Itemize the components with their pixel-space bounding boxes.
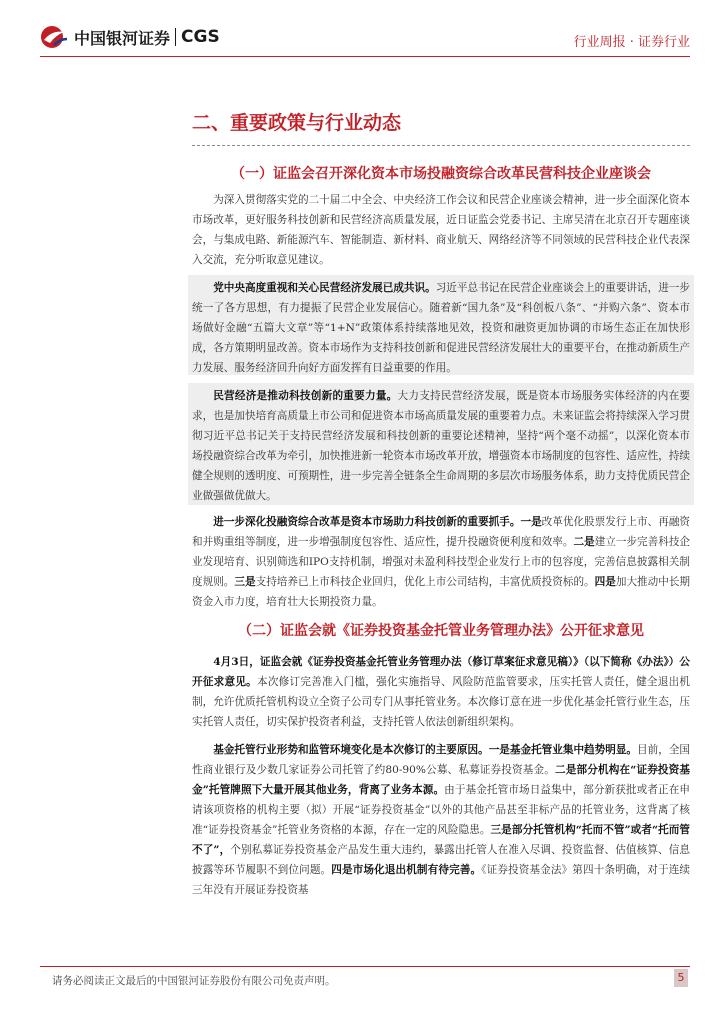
sub1-p4-point-2: 建立一步完善科技企业发现培育、识别筛选和IPO支持机制，增强对未盈利科技型企业发行上市的包容度，完善信息披露相关制度规则。 [192, 536, 691, 588]
sub1-paragraph-3 [192, 386, 690, 506]
sub2-p2-point-4-label: 四是市场化退出机制有待完善。 [331, 864, 482, 876]
sub2-p2-point-1: 目前，全国性商业银行及少数几家证券公司托管了约80-90%公募、私募证券投资基金。 [192, 744, 691, 776]
logo-english-text: CGS [181, 27, 220, 47]
subsection-title-2: （二）证监会就《证券投资基金托管业务管理办法》公开征求意见 [238, 623, 644, 639]
section-title: 二、重要政策与行业动态 [192, 112, 402, 134]
sub1-paragraph-2 [192, 278, 690, 378]
sub1-p4-point-4: 加大推动中长期资金入市力度，培育壮大长期投资力量。 [192, 576, 691, 608]
footer-disclaimer: 请务必阅读正文最后的中国银河证券股份有限公司免责声明。 [52, 975, 336, 987]
sub2-paragraph-1 [192, 652, 690, 732]
sub2-p2-point-2-label: 二是部分机构在“证券投资基金”托管牌照下大量开展其他业务，背离了业务本源。 [192, 764, 691, 796]
sub1-paragraph-1: 为深入贯彻落实党的二十届二中全会、中央经济工作会议和民营企业座谈会精神，进一步全面深化资本市场改革，更好服务科技创新和民营经济高质量发展，近日证监会党委书记、主席吴清在北京召开专题座谈会，与集成电路、新能源汽车、智能制造、新材料、商业航天、网络经济等不同领域的民营科技企业代表深入交流，充分听取意见建议。 [192, 194, 690, 266]
report-type: 行业周报 · 证券行业 [573, 35, 690, 50]
sub1-paragraph-4 [192, 512, 690, 612]
logo-chinese-text: 中国银河证券 [74, 28, 171, 48]
header-divider [40, 56, 690, 57]
sub1-p4-lead: 进一步深化投融资综合改革是资本市场助力科技创新的重要抓手。 [213, 516, 521, 528]
sub1-p2-body: 习近平总书记在民营企业座谈会上的重要讲话，进一步统一了各方思想，有力提振了民营企业发展信心。随着新“国九条”及“科创板八条”、“并购六条”、资本市场做好金融“五篇大文章”等“1+N”政策体系持续落地见效，投资和融资更加协调的市场生态正在加快形成，各方策期明显改善。资本市场作为支持科技创新和促进民营经济发展壮大的重要平台，在推动新质生产力发展、服务经济回升向好方面发挥有日益重要的作用。 [192, 282, 691, 374]
section-title-rule [192, 145, 690, 146]
sub1-p3-body: 大力支持民营经济发展，既是资本市场服务实体经济的内在要求，也是加快培育高质量上市公司和促进资本市场高质量发展的重要着力点。未来证监会将持续深入学习贯彻习近平总书记关于支持民营经济发展和科技创新的重要论述精神，坚持“两个毫不动摇”，以深化资本市场投融资综合改革为牵引，加快推进新一轮资本市场改革开放，增强资本市场制度的包容性、适应性，持续健全规则的透明度、可预期性，进一步完善全链条全生命周期的多层次市场服务体系，助力支持优质民营企业做强做优做大。 [192, 390, 691, 502]
sub1-p4-point-1: 改革优化股票发行上市、再融资和并购重组等制度，进一步增强制度包容性、适应性，提升投融资便利度和效率。 [192, 516, 691, 548]
sub2-p2-point-3-label: 三是部分托管机构“托而不管”或者“托而管不了”， [192, 824, 690, 856]
sub1-p4-point-4-label: 四是 [594, 576, 616, 588]
sub2-p2-point-1-label: 一是基金托管业集中趋势明显。 [488, 744, 638, 756]
footer-divider [40, 966, 690, 967]
sub1-p4-point-3-label: 三是 [234, 576, 256, 588]
cgs-logo-icon [40, 25, 68, 49]
sub2-p1-body: 本次修订完善准入门槛，强化实施指导、风险防范监管要求，压实托管人责任，健全退出机制，允许优质托管机构设立全资子公司专门从事托管业务。本次修订意在进一步优化基金托管行业生态，压实托管人责任，切实保护投资者利益，支持托管人依法创新组织架构。 [192, 676, 691, 728]
logo-divider [175, 28, 176, 46]
sub2-p2-point-3: 个别私募证券投资基金产品发生重大违约，暴露出托管人在准入尽调、投资监督、估值核算、信息披露等环节履职不到位问题。 [192, 844, 691, 876]
cgs-logo [40, 25, 220, 49]
sub2-p1-lead: 4月3日，证监会就《证券投资基金托管业务管理办法（修订草案征求意见稿）》（以下简称《办法》）公开征求意见。 [192, 656, 690, 688]
sub2-paragraph-2 [192, 740, 690, 900]
page-header [0, 0, 724, 62]
sub2-p2-point-4: 《证券投资基金法》第四十条明确，对于连续三年没有开展证券投资基 [192, 864, 691, 896]
page-number: 5 [674, 969, 688, 987]
sub1-p2-lead: 党中央高度重视和关心民营经济发展已成共识。 [213, 282, 436, 294]
subsection-title-1: （一）证监会召开深化资本市场投融资综合改革民营科技企业座谈会 [231, 166, 651, 182]
sub1-p3-lead: 民营经济是推动科技创新的重要力量。 [213, 390, 398, 402]
sub1-p4-point-1-label: 一是 [520, 516, 542, 528]
sub2-p2-point-2: 由于基金托管市场日益集中，部分新获批或者正在申请该项资格的机构主要（拟）开展“证券投资基金”以外的其他产品甚至非标产品的托管业务，这背离了核准“证券投资基金”托管业务资格的本源，存在一定的风险隐患。 [192, 784, 691, 836]
sub1-p4-point-3: 支持培养已上市科技企业回归，优化上市公司结构，丰富优质投资标的。 [255, 576, 595, 588]
sub2-p2-lead: 基金托管行业形势和监管环境变化是本次修订的主要原因。 [213, 744, 489, 756]
sub1-p4-point-2-label: 二是 [573, 536, 595, 548]
